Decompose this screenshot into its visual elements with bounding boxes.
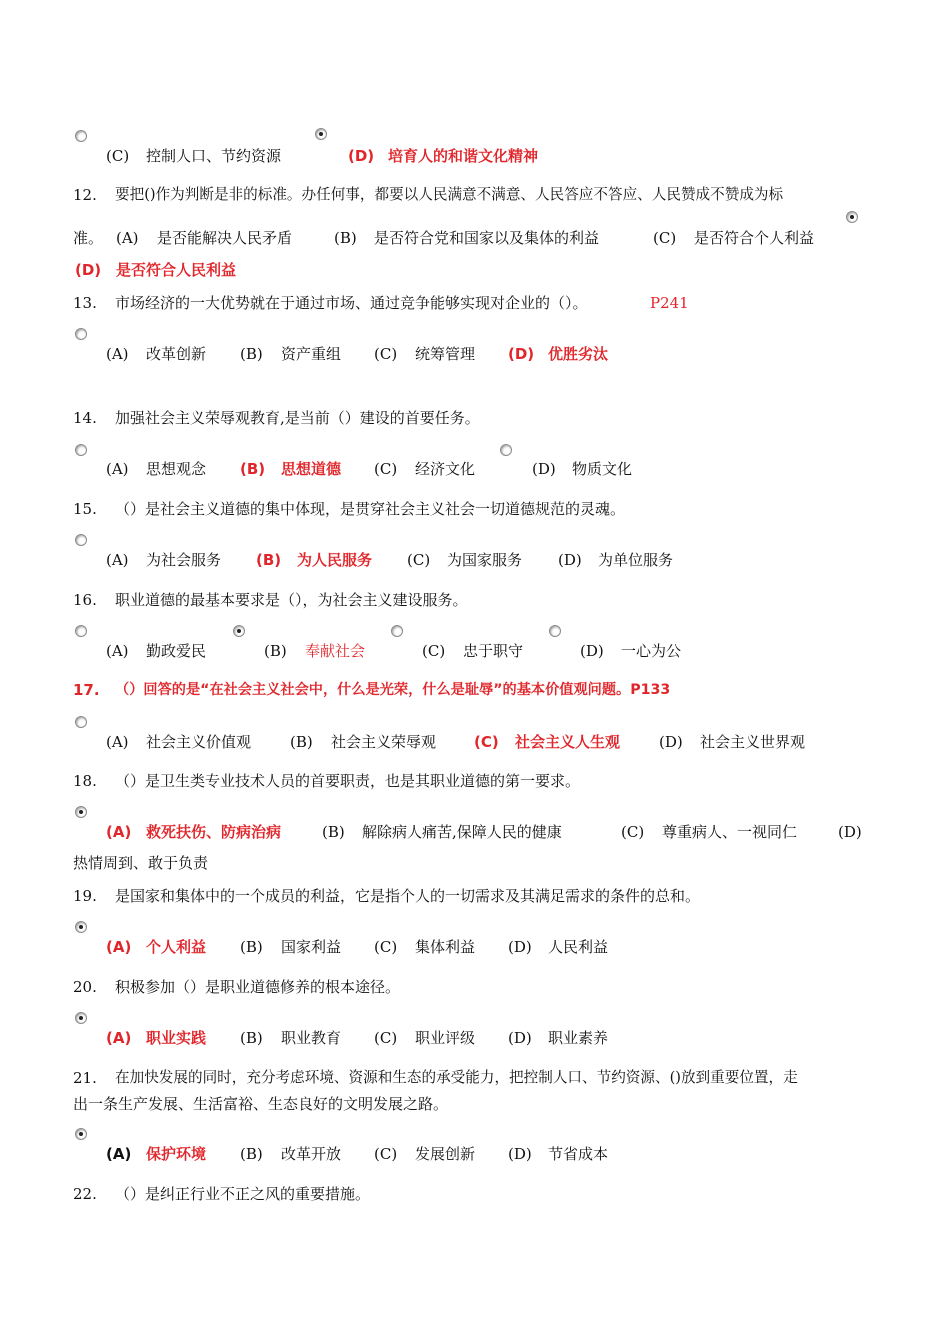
q20-opt-c-letter: (C) [374,1029,398,1047]
q20-opt-c-text: 职业评级 [415,1029,476,1047]
q18-opt-b-letter: (B) [322,823,345,841]
q17-radio[interactable] [75,716,87,728]
q17-opt-c-text: 社会主义人生观 [515,733,621,751]
q12-question-line2: 准。 [73,229,104,247]
q19-opt-b-letter: (B) [240,938,263,956]
q18-radio[interactable] [75,806,87,818]
q20-radio[interactable] [75,1012,87,1024]
q15-opt-c-text: 为国家服务 [447,551,523,569]
q20-opt-b-text: 职业教育 [281,1029,342,1047]
q20-question: 积极参加（）是职业道德修养的根本途径。 [115,978,401,996]
q13-question: 市场经济的一大优势就在于通过市场、通过竞争能够实现对企业的（）。 [115,294,588,312]
q18-opt-c-letter: (C) [621,823,645,841]
q14-opt-c-text: 经济文化 [415,460,476,478]
q12-opt-b-text: 是否符合党和国家以及集体的利益 [374,229,600,247]
q18-opt-a-text: 救死扶伤、防病治病 [146,823,282,841]
q21-number: 21. [73,1069,97,1087]
q20-opt-a-letter: (A) [106,1029,132,1047]
q12-question-line1: 要把()作为判断是非的标准。办任何事，都要以人民满意不满意、人民答应不答应、人民赞成不赞成为标 [115,186,784,203]
q11-opt-d-text: 培育人的和谐文化精神 [388,147,539,165]
q21-opt-b-text: 改革开放 [281,1145,342,1163]
q17-question: （）回答的是“在社会主义社会中，什么是光荣，什么是耻辱”的基本价值观问题。P133 [115,682,671,698]
q13-opt-c-text: 统筹管理 [415,345,476,363]
q15-question: （）是社会主义道德的集中体现，是贯穿社会主义社会一切道德规范的灵魂。 [115,500,626,518]
q19-number: 19. [73,887,97,905]
q11-radio-d[interactable] [315,128,327,140]
q15-opt-d-letter: (D) [558,551,582,569]
q21-question-line2: 出一条生产发展、生活富裕、生态良好的文明发展之路。 [73,1095,449,1113]
q12-opt-c-letter: (C) [653,229,677,247]
q20-opt-d-text: 职业素养 [548,1029,609,1047]
q16-question: 职业道德的最基本要求是（），为社会主义建设服务。 [115,591,468,609]
q21-opt-b-letter: (B) [240,1145,263,1163]
q18-opt-a-letter: (A) [106,823,132,841]
q13-radio[interactable] [75,328,87,340]
q16-opt-b-text: 奉献社会 [305,642,366,660]
q20-number: 20. [73,978,97,996]
q16-radio-d[interactable] [549,625,561,637]
q22-question: （）是纠正行业不正之风的重要措施。 [115,1185,371,1203]
q19-opt-a-text: 个人利益 [146,938,207,956]
q19-opt-d-text: 人民利益 [548,938,609,956]
q20-opt-b-letter: (B) [240,1029,263,1047]
q13-opt-b-text: 资产重组 [281,345,342,363]
q14-opt-b-letter: (B) [240,460,266,478]
q21-opt-c-text: 发展创新 [415,1145,476,1163]
q19-question: 是国家和集体中的一个成员的利益，它是指个人的一切需求及其满足需求的条件的总和。 [115,887,701,905]
q12-opt-c-text: 是否符合个人利益 [694,229,815,247]
q19-opt-b-text: 国家利益 [281,938,342,956]
q16-opt-c-text: 忠于职守 [463,642,524,660]
q18-opt-c-text: 尊重病人、一视同仁 [662,823,798,841]
q18-question: （）是卫生类专业技术人员的首要职责，也是其职业道德的第一要求。 [115,772,581,790]
q15-opt-d-text: 为单位服务 [598,551,674,569]
q15-opt-a-text: 为社会服务 [146,551,222,569]
q19-opt-c-letter: (C) [374,938,398,956]
q20-opt-a-text: 职业实践 [146,1029,207,1047]
q22-number: 22. [73,1185,97,1203]
q17-opt-b-text: 社会主义荣辱观 [331,733,437,751]
q11-opt-c-letter: (C) [106,147,130,165]
q15-radio[interactable] [75,534,87,546]
q11-opt-c-text: 控制人口、节约资源 [146,147,282,165]
q21-question-line1: 在加快发展的同时，充分考虑环境、资源和生态的承受能力，把控制人口、节约资源、()放到重要位置，走 [115,1069,798,1086]
q16-radio-a[interactable] [75,625,87,637]
q21-opt-d-text: 节省成本 [548,1145,609,1163]
q19-opt-d-letter: (D) [508,938,532,956]
q16-radio-c[interactable] [391,625,403,637]
q16-opt-d-letter: (D) [580,642,604,660]
q11-radio-c[interactable] [75,130,87,142]
q11-opt-d-letter: (D) [348,147,375,165]
q14-number: 14. [73,409,97,427]
q13-opt-a-letter: (A) [106,345,129,363]
q19-radio[interactable] [75,921,87,933]
q21-radio[interactable] [75,1128,87,1140]
q17-number: 17. [73,681,100,699]
q15-opt-a-letter: (A) [106,551,129,569]
q12-opt-a-text: 是否能解决人民矛盾 [157,229,293,247]
q14-opt-d-letter: (D) [532,460,556,478]
q16-radio-b[interactable] [233,625,245,637]
q16-opt-c-letter: (C) [422,642,446,660]
q13-opt-b-letter: (B) [240,345,263,363]
q21-opt-d-letter: (D) [508,1145,532,1163]
q19-opt-c-text: 集体利益 [415,938,476,956]
q15-opt-c-letter: (C) [407,551,431,569]
q19-opt-a-letter: (A) [106,938,132,956]
q16-opt-a-text: 勤政爱民 [146,642,207,660]
q20-opt-d-letter: (D) [508,1029,532,1047]
q14-opt-a-letter: (A) [106,460,129,478]
q17-opt-b-letter: (B) [290,733,313,751]
q14-opt-d-text: 物质文化 [572,460,633,478]
q14-opt-b-text: 思想道德 [281,460,342,478]
q13-opt-c-letter: (C) [374,345,398,363]
q14-radio-d[interactable] [500,444,512,456]
q12-opt-a-letter: (A) [116,229,139,247]
q21-opt-a-letter: (A) [106,1145,132,1163]
q18-opt-d-letter: (D) [838,823,862,841]
q16-opt-d-text: 一心为公 [621,642,682,660]
q12-opt-d-text: 是否符合人民利益 [116,261,237,279]
q17-opt-c-letter: (C) [474,733,499,751]
q21-opt-a-text: 保护环境 [146,1145,207,1163]
q12-number: 12. [73,186,97,204]
q12-opt-b-letter: (B) [334,229,357,247]
q18-opt-d-text: 热情周到、敢于负责 [73,854,209,872]
q16-number: 16. [73,591,97,609]
q17-opt-d-text: 社会主义世界观 [700,733,806,751]
q13-page-ref: P241 [650,294,689,312]
q13-opt-d-letter: (D) [508,345,535,363]
q14-opt-a-text: 思想观念 [146,460,207,478]
q13-opt-d-text: 优胜劣汰 [548,345,609,363]
q14-radio-a[interactable] [75,444,87,456]
q15-opt-b-letter: (B) [256,551,282,569]
q13-opt-a-text: 改革创新 [146,345,207,363]
q17-opt-a-text: 社会主义价值观 [146,733,252,751]
q15-opt-b-text: 为人民服务 [297,551,373,569]
q21-opt-c-letter: (C) [374,1145,398,1163]
q16-opt-b-letter: (B) [264,642,287,660]
q15-number: 15. [73,500,97,518]
q14-opt-c-letter: (C) [374,460,398,478]
q16-opt-a-letter: (A) [106,642,129,660]
q18-number: 18. [73,772,97,790]
q12-radio-d[interactable] [846,211,858,223]
q13-number: 13. [73,294,97,312]
q17-opt-d-letter: (D) [659,733,683,751]
q17-opt-a-letter: (A) [106,733,129,751]
q14-question: 加强社会主义荣辱观教育,是当前（）建设的首要任务。 [115,409,480,427]
q18-opt-b-text: 解除病人痛苦,保障人民的健康 [362,823,562,841]
q12-opt-d-letter: (D) [75,261,102,279]
